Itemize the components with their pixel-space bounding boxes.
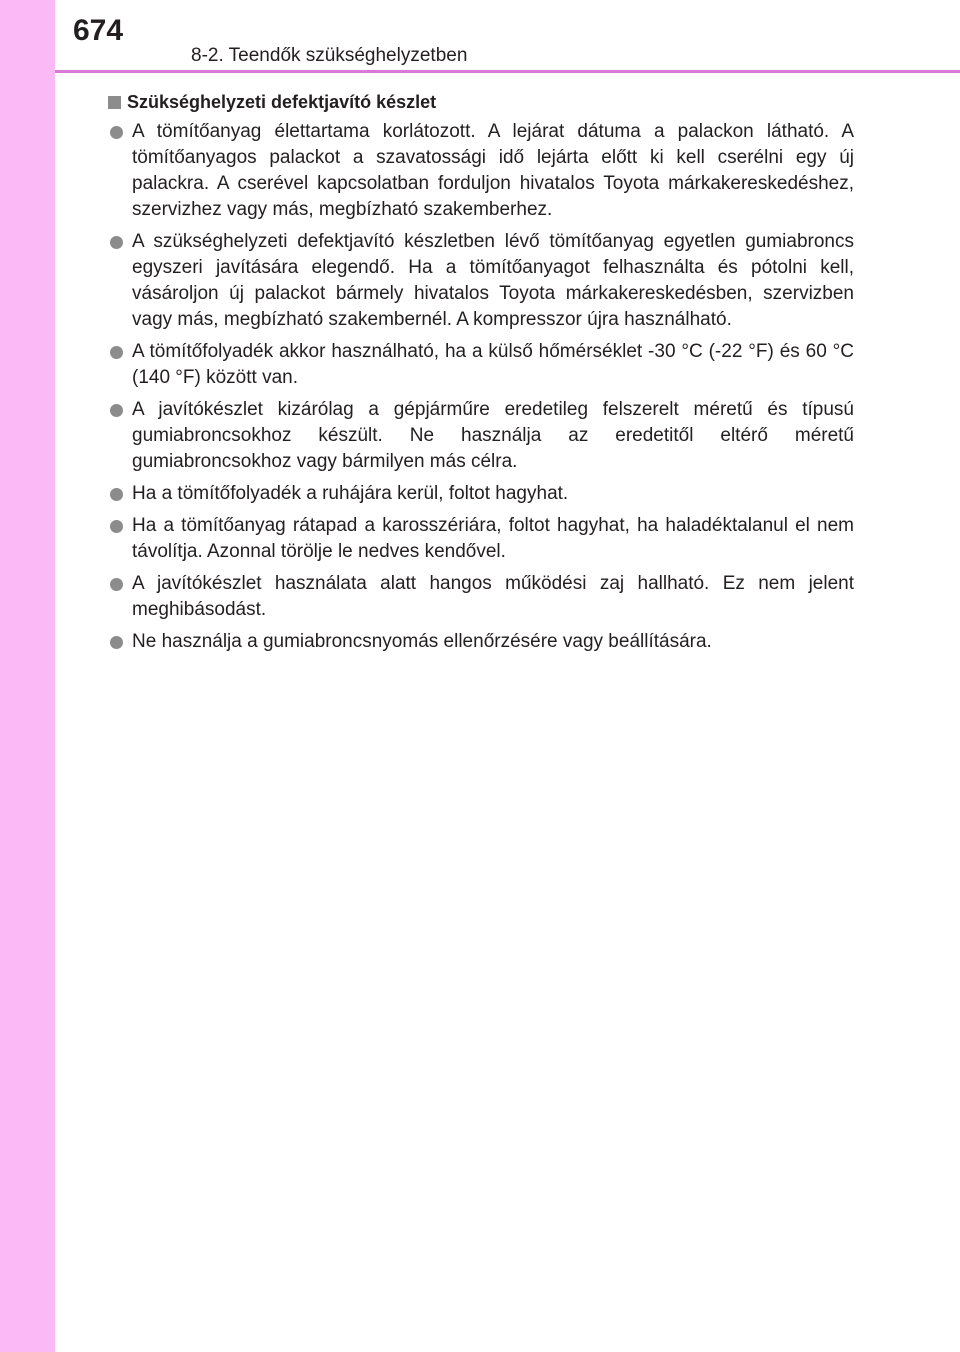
circle-bullet-icon [110, 636, 123, 649]
chapter-title: 8-2. Teendők szükséghelyzetben [191, 45, 468, 66]
list-item [108, 571, 854, 623]
circle-bullet-icon [110, 578, 123, 591]
list-item-text: Ha a tömítőanyag rátapad a karosszériára, foltot hagyhat, ha haladéktalanul el nem távolítja. Azonnal törölje le nedves kendővel. [132, 515, 854, 562]
circle-bullet-icon [110, 346, 123, 359]
circle-bullet-icon [110, 520, 123, 533]
list-item-text: A javítókészlet kizárólag a gépjárműre eredetileg felszerelt méretű és típusú gumiabroncsokhoz készült. Ne használja az eredetitől eltérő méretű gumiabroncsokhoz vagy bármilyen más célra. [132, 399, 854, 472]
list-item-text: A szükséghelyzeti defektjavító készletben lévő tömítőanyag egyetlen gumiabroncs egyszeri javítására elegendő. Ha a tömítőanyagot felhasználta és pótolni kell, vásároljon új palackot bármely hivatalos Toyota márkakereskedésben, szervizben vagy más, megbízható szakembernél. A kompresszor újra használható. [132, 231, 854, 330]
list-item [108, 339, 854, 391]
list-item-text: Ne használja a gumiabroncsnyomás ellenőrzésére vagy beállítására. [132, 631, 712, 652]
circle-bullet-icon [110, 404, 123, 417]
list-item-text: A tömítőfolyadék akkor használható, ha a külső hőmérséklet -30 °C (-22 °F) és 60 °C (140 °F) között van. [132, 341, 854, 388]
page-side-band [0, 0, 55, 1352]
circle-bullet-icon [110, 126, 123, 139]
list-item [108, 119, 854, 223]
square-bullet-icon [108, 96, 121, 109]
page-content [108, 91, 854, 661]
bullet-list [108, 119, 854, 655]
list-item-text: A javítókészlet használata alatt hangos működési zaj hallható. Ez nem jelent meghibásodást. [132, 573, 854, 620]
circle-bullet-icon [110, 488, 123, 501]
list-item [108, 629, 854, 655]
list-item-text: Ha a tömítőfolyadék a ruhájára kerül, foltot hagyhat. [132, 483, 569, 504]
header-divider [55, 70, 960, 73]
circle-bullet-icon [110, 236, 123, 249]
section-heading-text: Szükséghelyzeti defektjavító készlet [127, 92, 437, 112]
list-item-text: A tömítőanyag élettartama korlátozott. A lejárat dátuma a palackon látható. A tömítőanyagos palackot a szavatossági idő lejárta előtt ki kell cserélni egy új palackra. A cserével kapcsolatban forduljon hivatalos Toyota márkakereskedéshez, szervizhez vagy más, megbízható szakemberhez. [132, 121, 854, 220]
section-heading [108, 91, 854, 113]
list-item [108, 481, 854, 507]
page-number: 674 [73, 14, 124, 47]
list-item [108, 397, 854, 475]
list-item [108, 513, 854, 565]
list-item [108, 229, 854, 333]
